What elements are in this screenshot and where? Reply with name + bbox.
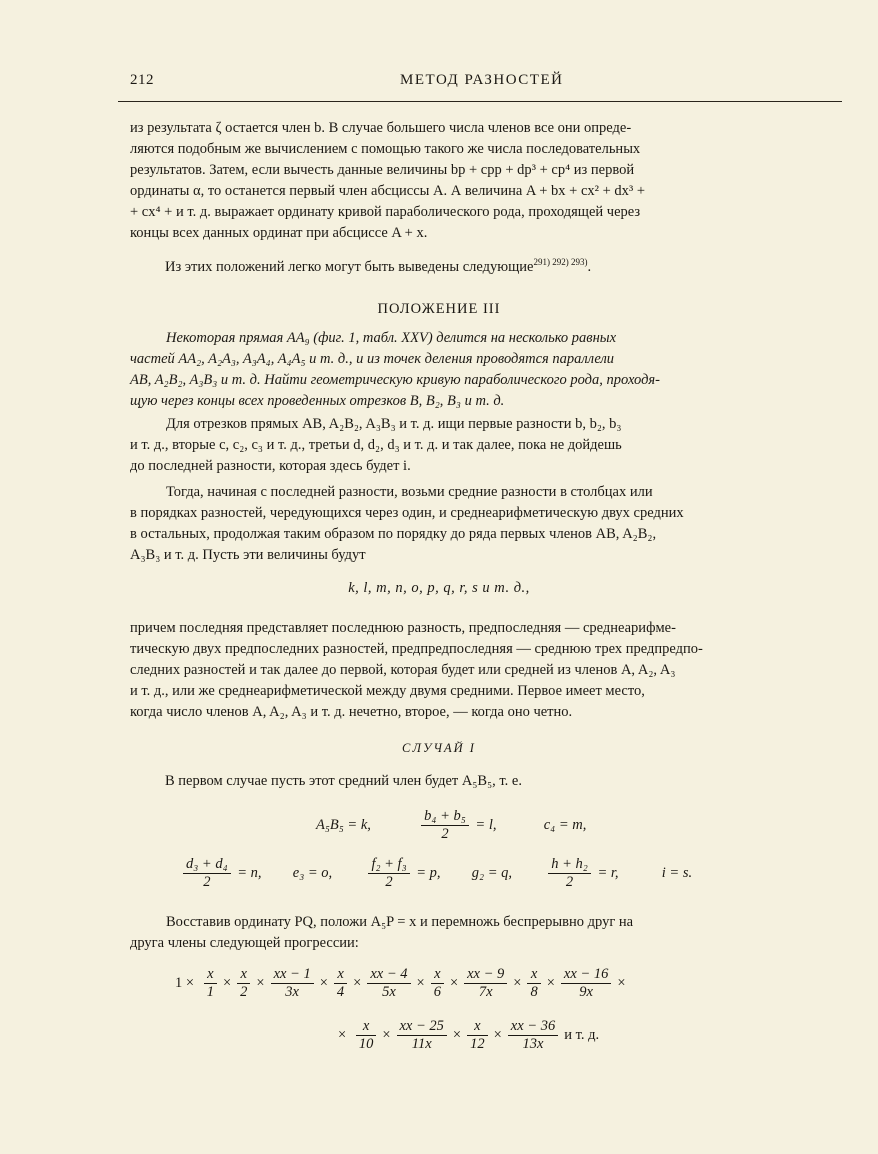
- numerator: b₄ + b₅: [421, 808, 469, 826]
- fraction: [548, 856, 591, 891]
- numerator: xx − 1: [271, 966, 314, 984]
- paragraph-4: [130, 482, 825, 566]
- running-title: МЕТОД РАЗНОСТЕЙ: [400, 72, 564, 88]
- times-sign: ×: [493, 1026, 502, 1043]
- progression-fraction: [367, 966, 410, 1001]
- text-line: + cx⁴ + и т. д. выражает ординату кривой параболического рода, проходящей через: [130, 204, 641, 220]
- text-line: причем последняя представляет последнюю разность, предпоследняя — среднеарифме-: [130, 620, 676, 636]
- footnote-refs: 291) 292) 293): [533, 257, 588, 267]
- numerator: x: [204, 966, 217, 984]
- numerator: x: [431, 966, 444, 984]
- text-line: концы всех данных ординат при абсциссе A + x.: [130, 225, 428, 241]
- fraction: [421, 808, 469, 843]
- text-line: из результата ζ остается член b. В случае большего числа членов все они опреде-: [130, 120, 632, 136]
- text-line: в остальных, продолжая таким образом по порядку до ряда первых членов AB, A₂B₂,: [130, 526, 657, 542]
- text-line: следних разностей и так далее до первой, которая будет или средней из членов A, A₂, A₃: [130, 662, 676, 678]
- progression-fraction: [561, 966, 611, 1001]
- progression-fraction: [204, 966, 217, 1001]
- denominator: 10: [358, 1036, 374, 1052]
- denominator: 2: [441, 826, 449, 842]
- progression-fraction: [508, 1018, 558, 1053]
- eq-term: c₄ = m,: [543, 816, 587, 833]
- fraction: [368, 856, 409, 891]
- paragraph-6: В первом случае пусть этот средний член будет A₅B₅, т. е.: [165, 773, 522, 789]
- times-sign: ×: [513, 974, 522, 991]
- equation-row-1: [316, 808, 586, 843]
- denominator: 7x: [478, 984, 493, 1000]
- eq-rhs: = p,: [416, 864, 441, 881]
- times-sign: ×: [256, 974, 265, 991]
- numerator: h + h₂: [548, 856, 591, 874]
- times-sign: ×: [416, 974, 425, 991]
- text-line: друга члены следующей прогрессии:: [130, 935, 359, 951]
- paragraph-2-end: .: [587, 258, 592, 275]
- section-title: ПОЛОЖЕНИЕ III: [377, 301, 501, 317]
- times-sign: ×: [319, 974, 328, 991]
- text-line: и т. д., вторые c, c₂, c₃ и т. д., третьи d, d₂, d₃ и т. д. и так далее, пока не дойдешь: [130, 437, 622, 453]
- numerator: xx − 25: [397, 1018, 447, 1036]
- text-line: до последней разности, которая здесь будет i.: [130, 458, 411, 474]
- numerator: x: [334, 966, 347, 984]
- text-line: Некоторая прямая AA₉ (фиг. 1, табл. XXV) делится на несколько равных: [166, 330, 617, 346]
- progression-fraction: [334, 966, 347, 1001]
- text-line: частей AA₂, A₂A₃, A₃A₄, A₄A₅ и т. д., и из точек деления проводятся параллели: [130, 351, 615, 367]
- paragraph-5: [130, 618, 825, 723]
- times-sign: ×: [449, 974, 459, 991]
- times-sign: ×: [382, 1026, 391, 1043]
- denominator: 12: [470, 1036, 485, 1052]
- text-line: Восставив ординату PQ, положи A₅P = x и перемножь беспрерывно друг на: [166, 914, 634, 930]
- value-sequence: k, l, m, n, o, p, q, r, s и т. д.,: [348, 580, 530, 596]
- paragraph-2: [165, 252, 825, 278]
- prog-lead: 1 ×: [175, 974, 195, 991]
- numerator: f₂ + f₃: [368, 856, 409, 874]
- numerator: x: [527, 966, 540, 984]
- denominator: 4: [336, 984, 345, 1000]
- progression-line-2: [335, 1018, 602, 1053]
- denominator: 13x: [522, 1036, 544, 1052]
- denominator: 8: [530, 984, 538, 1000]
- progression-fraction: [271, 966, 314, 1001]
- case-title: СЛУЧАЙ I: [402, 741, 476, 755]
- progression-fraction: [237, 966, 250, 1001]
- text-line: ляются подобным же вычислением с помощью такого же числа последовательных: [130, 141, 641, 157]
- paragraph-3: [130, 414, 825, 477]
- prog-tail: и т. д.: [564, 1026, 600, 1043]
- text-line: Тогда, начиная с последней разности, возьми средние разности в столбцах или: [166, 484, 653, 500]
- denominator: 3x: [285, 984, 299, 1000]
- denominator: 11x: [411, 1036, 432, 1052]
- text-line: A₃B₃ и т. д. Пусть эти величины будут: [130, 547, 366, 563]
- text-line: в порядках разностей, чередующихся через один, и среднеарифметическую двух средних: [130, 505, 684, 521]
- paragraph-2-text: Из этих положений легко могут быть выведены следующие: [165, 258, 534, 275]
- times-sign: ×: [222, 974, 232, 991]
- text-line: ординаты α, то останется первый член абсциссы A. А величина A + bx + cx² + dx³ +: [130, 183, 646, 199]
- denominator: 2: [203, 874, 211, 890]
- eq-rhs: = n,: [237, 864, 262, 881]
- progression-fraction: [464, 966, 507, 1001]
- progression-fraction: [431, 966, 444, 1001]
- paragraph-7: [130, 912, 825, 954]
- text-line: щую через концы всех проведенных отрезков B, B₂, B₃ и т. д.: [130, 393, 505, 409]
- times-sign: ×: [353, 974, 362, 991]
- numerator: x: [237, 966, 250, 984]
- text-line: когда число членов A, A₂, A₃ и т. д. нечетно, второе, — когда оно четно.: [130, 704, 573, 720]
- numerator: xx − 4: [367, 966, 410, 984]
- progression-line-1: [172, 966, 629, 1001]
- page-number: 212: [130, 72, 154, 88]
- times-sign: ×: [452, 1026, 462, 1043]
- progression-fraction: [527, 966, 540, 1001]
- numerator: x: [356, 1018, 377, 1036]
- denominator: 2: [385, 874, 393, 890]
- denominator: 6: [433, 984, 441, 1000]
- text-line: результатов. Затем, если вычесть данные величины bp + cpp + dp³ + cp⁴ из первой: [130, 162, 635, 178]
- eq-rhs: = r,: [597, 864, 619, 881]
- paragraph-1: [130, 118, 825, 244]
- eq-term: i = s.: [661, 864, 693, 881]
- equation-row-2: [180, 856, 692, 891]
- progression-fraction: [356, 1018, 377, 1053]
- numerator: x: [467, 1018, 488, 1036]
- header-rule: [118, 101, 842, 102]
- denominator: 5x: [382, 984, 396, 1000]
- denominator: 1: [206, 984, 214, 1000]
- eq-rhs: = l,: [475, 816, 497, 833]
- denominator: 9x: [579, 984, 593, 1000]
- eq-term: g₂ = q,: [471, 864, 512, 881]
- numerator: d₃ + d₄: [183, 856, 231, 874]
- times-sign: ×: [546, 974, 555, 991]
- eq-term: e₃ = o,: [292, 864, 333, 881]
- eq-term: A₅B₅ = k,: [316, 816, 371, 833]
- text-line: и т. д., или же среднеарифметической между двумя средними. Первое имеет место,: [130, 683, 645, 699]
- text-line: Для отрезков прямых AB, A₂B₂, A₃B₃ и т. д. ищи первые разности b, b₂, b₃: [166, 416, 622, 432]
- prog-tail: ×: [617, 974, 626, 991]
- prog-lead: ×: [338, 1026, 347, 1043]
- numerator: xx − 16: [561, 966, 611, 984]
- numerator: xx − 9: [464, 966, 507, 984]
- text-line: AB, A₂B₂, A₃B₃ и т. д. Найти геометрическую кривую параболического рода, проходя-: [130, 372, 660, 388]
- progression-fraction: [397, 1018, 447, 1053]
- numerator: xx − 36: [508, 1018, 558, 1036]
- denominator: 2: [240, 984, 248, 1000]
- progression-fraction: [467, 1018, 488, 1053]
- text-line: тическую двух предпоследних разностей, предпредпоследняя — среднюю трех предпредпо-: [130, 641, 703, 657]
- denominator: 2: [565, 874, 574, 890]
- fraction: [183, 856, 231, 891]
- proposition: [130, 328, 825, 412]
